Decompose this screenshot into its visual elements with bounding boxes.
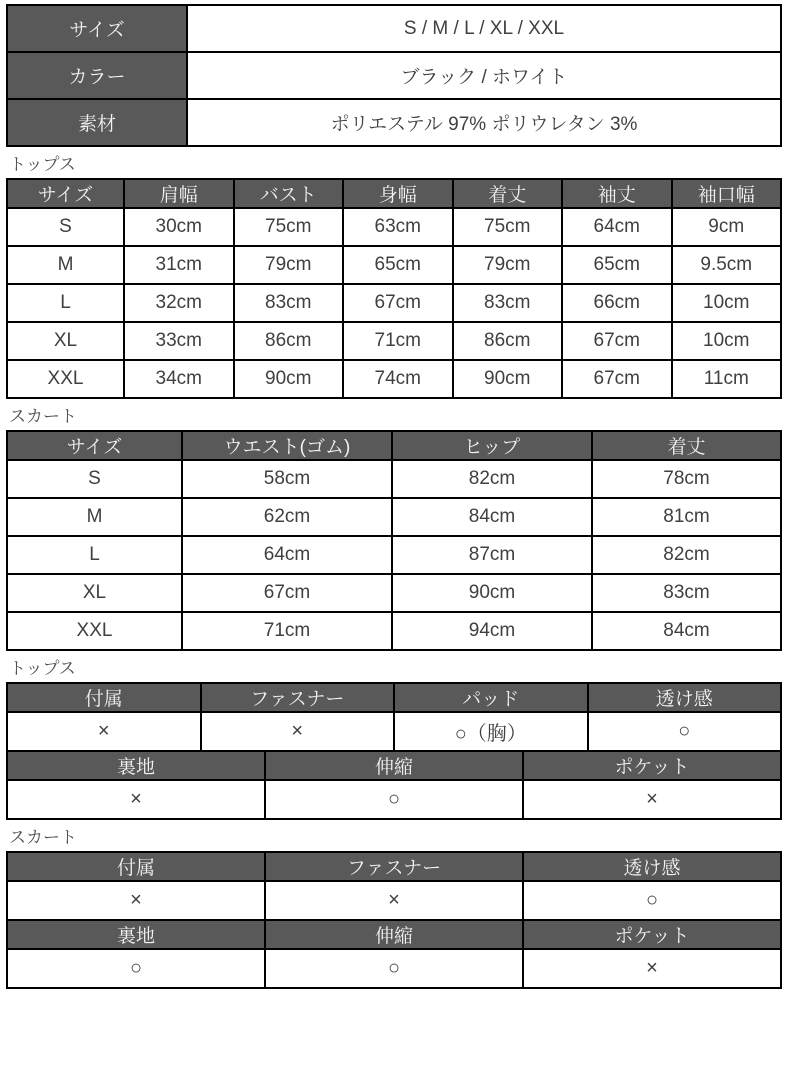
feature-mark-cell: ○: [588, 712, 782, 751]
measure-cell: 67cm: [182, 574, 392, 612]
measure-cell: 10cm: [672, 322, 782, 360]
measure-cell: 58cm: [182, 460, 392, 498]
table-row: [7, 246, 781, 284]
table-row: [7, 780, 781, 819]
table-header-row: [7, 683, 781, 712]
table-row: [7, 881, 781, 920]
column-header: 袖口幅: [672, 179, 782, 208]
column-header: ヒップ: [392, 431, 592, 460]
feature-mark-cell: ×: [523, 949, 781, 988]
tops-details-table-row2: [6, 750, 782, 820]
skirt-details-table-row2: [6, 919, 782, 989]
measure-cell: 11cm: [672, 360, 782, 398]
column-header: 透け感: [523, 852, 781, 881]
measure-cell: 32cm: [124, 284, 234, 322]
size-cell: XXL: [7, 360, 124, 398]
table-row: [7, 284, 781, 322]
measure-cell: 79cm: [453, 246, 563, 284]
size-cell: S: [7, 460, 182, 498]
measure-cell: 84cm: [392, 498, 592, 536]
column-header: ファスナー: [265, 852, 523, 881]
feature-mark-cell: ×: [7, 881, 265, 920]
summary-row-value: ブラック / ホワイト: [187, 52, 781, 99]
size-cell: S: [7, 208, 124, 246]
table-row: [7, 574, 781, 612]
measure-cell: 82cm: [392, 460, 592, 498]
table-row: [7, 612, 781, 650]
measure-cell: 66cm: [562, 284, 672, 322]
column-header: 着丈: [453, 179, 563, 208]
summary-row-label: サイズ: [7, 5, 187, 52]
column-header: 伸縮: [265, 751, 523, 780]
measure-cell: 81cm: [592, 498, 781, 536]
feature-mark-cell: ×: [7, 712, 201, 751]
table-header-row: [7, 179, 781, 208]
table-row: [7, 99, 781, 146]
section-label-tops-details: トップス: [9, 659, 76, 678]
measure-cell: 10cm: [672, 284, 782, 322]
measure-cell: 83cm: [592, 574, 781, 612]
tops-details-table-row1: [6, 682, 782, 752]
feature-mark-cell: ○: [523, 881, 781, 920]
feature-mark-cell: ○: [265, 949, 523, 988]
measure-cell: 31cm: [124, 246, 234, 284]
size-cell: XL: [7, 574, 182, 612]
measure-cell: 67cm: [562, 360, 672, 398]
table-row: [7, 498, 781, 536]
column-header: 付属: [7, 852, 265, 881]
table-row: [7, 536, 781, 574]
measure-cell: 33cm: [124, 322, 234, 360]
measure-cell: 78cm: [592, 460, 781, 498]
section-label-skirt-details: スカート: [9, 828, 77, 847]
size-cell: L: [7, 284, 124, 322]
table-header-row: [7, 920, 781, 949]
feature-mark-cell: ×: [265, 881, 523, 920]
table-header-row: [7, 431, 781, 460]
measure-cell: 90cm: [392, 574, 592, 612]
column-header: 透け感: [588, 683, 782, 712]
table-row: [7, 949, 781, 988]
table-row: [7, 208, 781, 246]
measure-cell: 65cm: [562, 246, 672, 284]
measure-cell: 9.5cm: [672, 246, 782, 284]
measure-cell: 63cm: [343, 208, 453, 246]
measure-cell: 83cm: [234, 284, 344, 322]
column-header: 着丈: [592, 431, 781, 460]
table-header-row: [7, 852, 781, 881]
column-header: ファスナー: [201, 683, 395, 712]
measure-cell: 74cm: [343, 360, 453, 398]
measure-cell: 83cm: [453, 284, 563, 322]
summary-row-label: 素材: [7, 99, 187, 146]
tops-size-table: [6, 178, 782, 399]
size-cell: XXL: [7, 612, 182, 650]
feature-mark-cell: ×: [7, 780, 265, 819]
feature-mark-cell: ○: [265, 780, 523, 819]
column-header: 身幅: [343, 179, 453, 208]
column-header: ポケット: [523, 751, 781, 780]
measure-cell: 34cm: [124, 360, 234, 398]
measure-cell: 71cm: [182, 612, 392, 650]
measure-cell: 86cm: [453, 322, 563, 360]
column-header: 伸縮: [265, 920, 523, 949]
measure-cell: 82cm: [592, 536, 781, 574]
feature-mark-cell: ○: [7, 949, 265, 988]
measure-cell: 87cm: [392, 536, 592, 574]
table-row: [7, 712, 781, 751]
skirt-details-table-row1: [6, 851, 782, 921]
column-header: パッド: [394, 683, 588, 712]
size-cell: M: [7, 498, 182, 536]
measure-cell: 94cm: [392, 612, 592, 650]
table-header-row: [7, 751, 781, 780]
measure-cell: 75cm: [453, 208, 563, 246]
column-header: 袖丈: [562, 179, 672, 208]
size-cell: M: [7, 246, 124, 284]
table-row: [7, 360, 781, 398]
measure-cell: 67cm: [343, 284, 453, 322]
column-header: 裏地: [7, 751, 265, 780]
measure-cell: 65cm: [343, 246, 453, 284]
measure-cell: 30cm: [124, 208, 234, 246]
column-header: 肩幅: [124, 179, 234, 208]
column-header: 裏地: [7, 920, 265, 949]
table-row: [7, 322, 781, 360]
measure-cell: 64cm: [562, 208, 672, 246]
table-row: [7, 5, 781, 52]
section-label-skirt: スカート: [9, 407, 77, 426]
measure-cell: 90cm: [453, 360, 563, 398]
column-header: ポケット: [523, 920, 781, 949]
column-header: サイズ: [7, 431, 182, 460]
measure-cell: 86cm: [234, 322, 344, 360]
summary-table: [6, 4, 782, 147]
size-cell: L: [7, 536, 182, 574]
feature-mark-cell: ×: [201, 712, 395, 751]
measure-cell: 9cm: [672, 208, 782, 246]
measure-cell: 75cm: [234, 208, 344, 246]
feature-mark-cell: ×: [523, 780, 781, 819]
column-header: 付属: [7, 683, 201, 712]
summary-row-value: ポリエステル 97% ポリウレタン 3%: [187, 99, 781, 146]
size-cell: XL: [7, 322, 124, 360]
measure-cell: 71cm: [343, 322, 453, 360]
table-row: [7, 460, 781, 498]
measure-cell: 79cm: [234, 246, 344, 284]
skirt-size-table: [6, 430, 782, 651]
measure-cell: 90cm: [234, 360, 344, 398]
section-label-tops: トップス: [9, 155, 76, 174]
measure-cell: 67cm: [562, 322, 672, 360]
column-header: バスト: [234, 179, 344, 208]
table-row: [7, 52, 781, 99]
feature-mark-cell: ○（胸）: [394, 712, 588, 751]
summary-row-label: カラー: [7, 52, 187, 99]
measure-cell: 64cm: [182, 536, 392, 574]
measure-cell: 84cm: [592, 612, 781, 650]
summary-row-value: S / M / L / XL / XXL: [187, 5, 781, 52]
column-header: ウエスト(ゴム): [182, 431, 392, 460]
measure-cell: 62cm: [182, 498, 392, 536]
column-header: サイズ: [7, 179, 124, 208]
